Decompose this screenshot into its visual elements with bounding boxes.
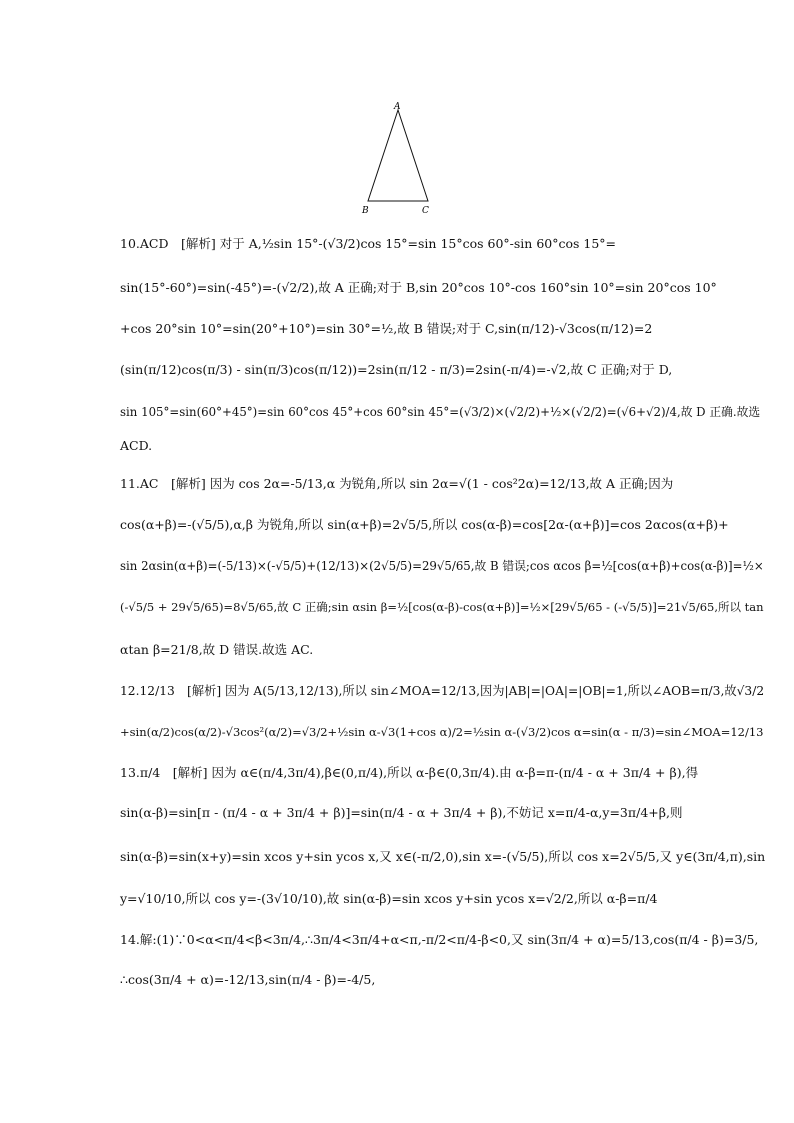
solution-10-line-3: +cos 20°sin 10°=sin(20°+10°)=sin 30°=½,故 B 错误;对于 C,sin(π/12)-√3cos(π/12)=2	[120, 321, 653, 336]
solution-10-line-2: sin(15°-60°)=sin(-45°)=-(√2/2),故 A 正确;对于 B,sin 20°cos 10°-cos 160°sin 10°=sin 20°cos 10°	[120, 280, 717, 295]
solution-11-line-5: αtan β=21/8,故 D 错误.故选 AC.	[120, 642, 314, 657]
vertex-a-label: A	[394, 102, 401, 112]
solution-14-line-2: ∴cos(3π/4 + α)=-12/13,sin(π/4 - β)=-4/5,	[120, 972, 376, 987]
solution-12-line-1: 12.12/13 [解析] 因为 A(5/13,12/13),所以 sin∠MOA=12/13,因为|AB|=|OA|=|OB|=1,所以∠AOB=π/3,故√3/2	[120, 684, 765, 698]
solution-13-line-1: 13.π/4 [解析] 因为 α∈(π/4,3π/4),β∈(0,π/4),所以 α-β∈(0,3π/4).由 α-β=π-(π/4 - α + 3π/4 + β),得	[120, 765, 699, 780]
solution-10-line-1: 10.ACD [解析] 对于 A,½sin 15°-(√3/2)cos 15°=sin 15°cos 60°-sin 60°cos 15°=	[120, 236, 617, 251]
solution-10-line-4: (sin(π/12)cos(π/3) - sin(π/3)cos(π/12))=2sin(π/12 - π/3)=2sin(-π/4)=-√2,故 C 正确;对于 D,	[120, 362, 673, 377]
solution-13-line-2: sin(α-β)=sin[π - (π/4 - α + 3π/4 + β)]=sin(π/4 - α + 3π/4 + β),不妨记 x=π/4-α,y=3π/4+β,则	[120, 805, 683, 820]
solution-11-line-3: sin 2αsin(α+β)=(-5/13)×(-√5/5)+(12/13)×(2√5/5)=29√5/65,故 B 错误;cos αcos β=½[cos(α+β)+cos(α-β)]=½×	[120, 559, 764, 573]
solution-12-line-2: +sin(α/2)cos(α/2)-√3cos²(α/2)=√3/2+½sin α-√3(1+cos α)/2=½sin α-(√3/2)cos α=sin(α - π/3)=sin∠MOA=12/13	[120, 725, 764, 739]
solution-11-line-2: cos(α+β)=-(√5/5),α,β 为锐角,所以 sin(α+β)=2√5/5,所以 cos(α-β)=cos[2α-(α+β)]=cos 2αcos(α+β)+	[120, 517, 729, 532]
solution-13-line-4: y=√10/10,所以 cos y=-(3√10/10),故 sin(α-β)=sin xcos y+sin ycos x=√2/2,所以 α-β=π/4	[120, 891, 658, 906]
solution-13-line-3: sin(α-β)=sin(x+y)=sin xcos y+sin ycos x,又 x∈(-π/2,0),sin x=-(√5/5),所以 cos x=2√5/5,又 y∈(3π/4,π),sin	[120, 849, 766, 864]
solution-11-line-1: 11.AC [解析] 因为 cos 2α=-5/13,α 为锐角,所以 sin 2α=√(1 - cos²2α)=12/13,故 A 正确;因为	[120, 476, 674, 491]
triangle-figure	[356, 100, 440, 218]
vertex-b-label: B	[362, 206, 369, 216]
solution-10-line-5: sin 105°=sin(60°+45°)=sin 60°cos 45°+cos 60°sin 45°=(√3/2)×(√2/2)+½×(√2/2)=(√6+√2)/4,故 D 正确.故选	[120, 405, 761, 419]
solution-11-line-4: (-√5/5 + 29√5/65)=8√5/65,故 C 正确;sin αsin β=½[cos(α-β)-cos(α+β)]=½×[29√5/65 - (-√5/5)]=21√5/65,所以 tan	[120, 600, 764, 614]
triangle-diagram	[356, 100, 440, 218]
solution-10-line-6: ACD.	[120, 438, 153, 453]
vertex-c-label: C	[422, 206, 429, 216]
solution-14-line-1: 14.解:(1)∵0<α<π/4<β<3π/4,∴3π/4<3π/4+α<π,-π/2<π/4-β<0,又 sin(3π/4 + α)=5/13,cos(π/4 - β)=3/5,	[120, 932, 759, 947]
